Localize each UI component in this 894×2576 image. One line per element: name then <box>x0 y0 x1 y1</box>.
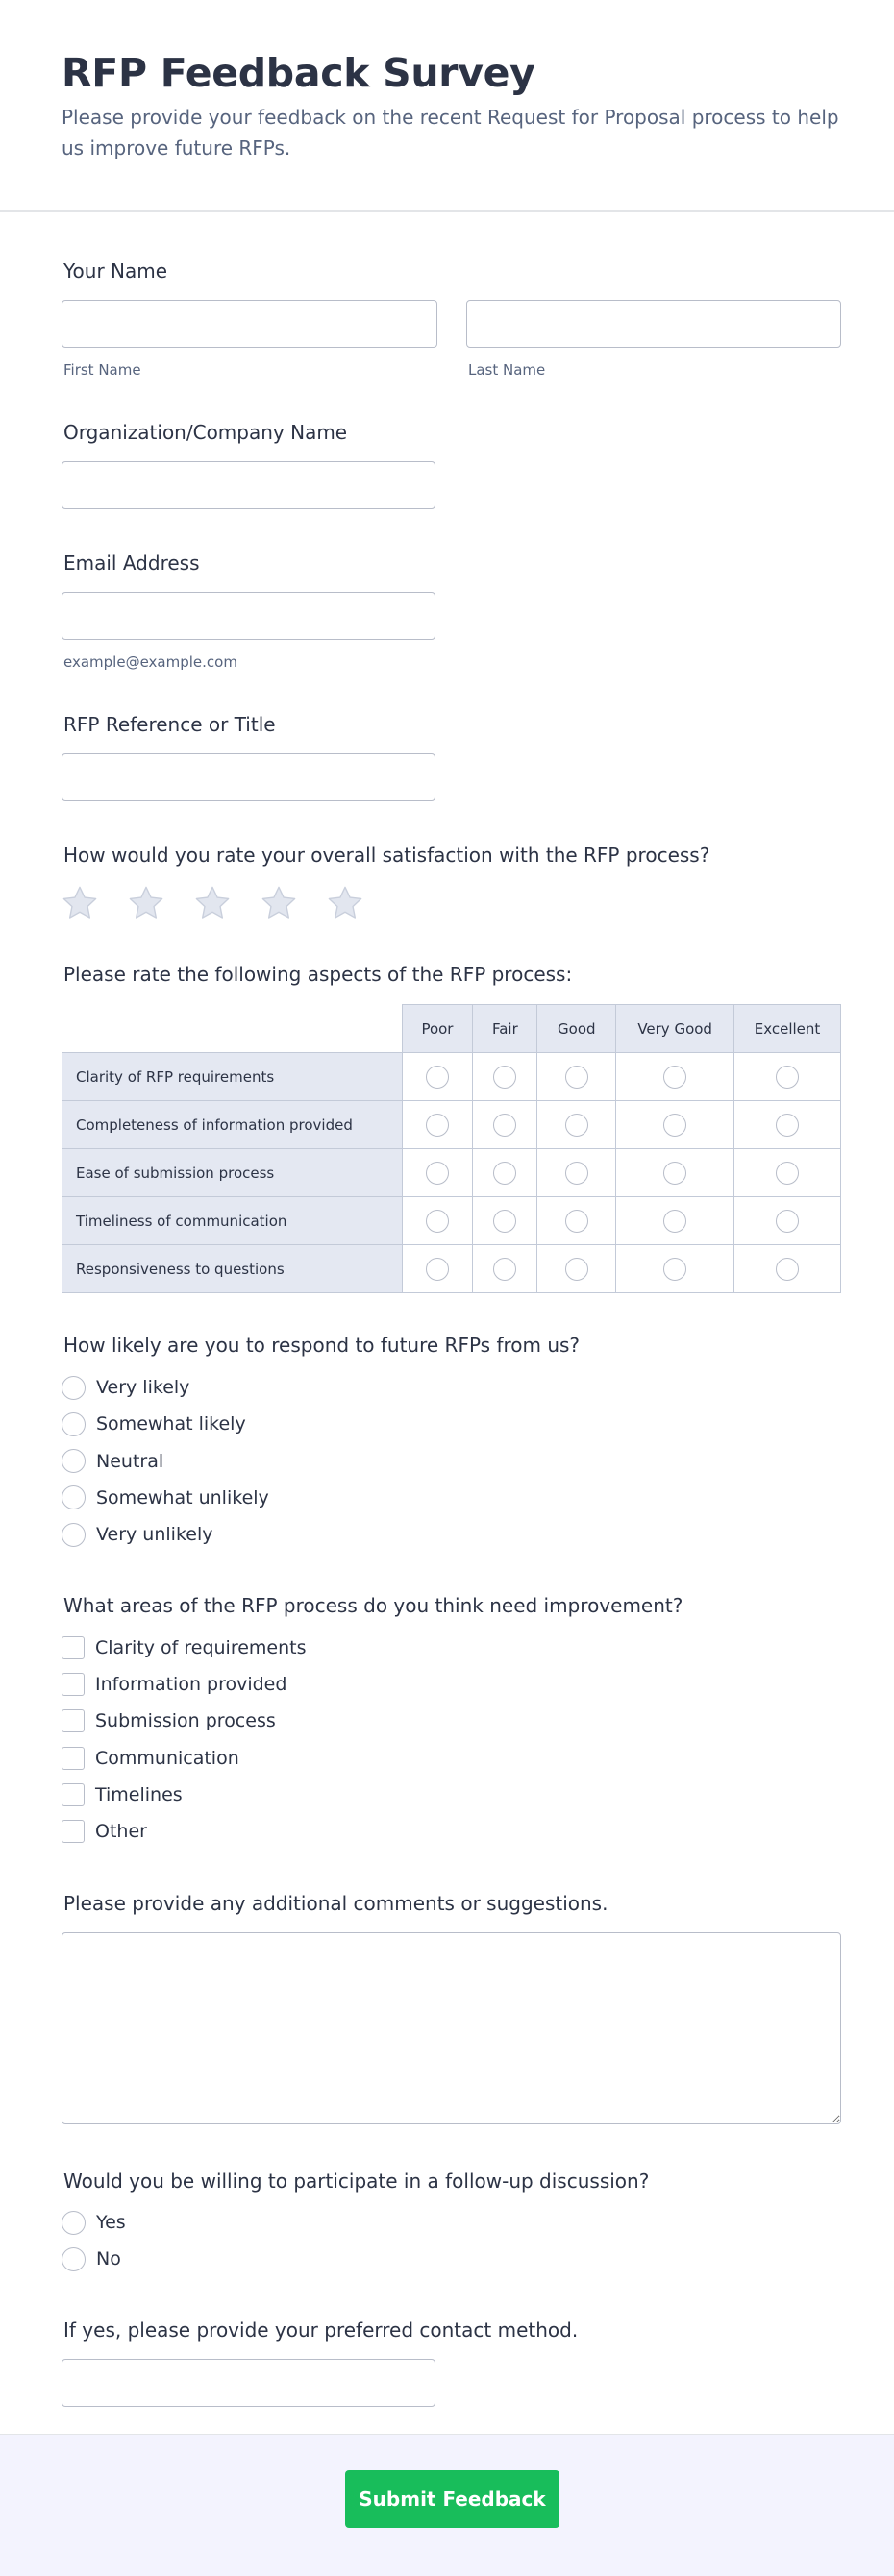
matrix-radio[interactable] <box>493 1162 516 1185</box>
contact-method-label: If yes, please provide your preferred contact method. <box>63 2318 579 2342</box>
aspects-label: Please rate the following aspects of the RFP process: <box>63 963 573 986</box>
improvement-option[interactable] <box>62 1671 286 1698</box>
matrix-cell <box>537 1053 616 1101</box>
followup-option[interactable] <box>62 2209 126 2236</box>
column-header: Excellent <box>734 1005 841 1053</box>
matrix-row <box>62 1053 841 1101</box>
matrix-cell <box>537 1149 616 1197</box>
matrix-radio[interactable] <box>663 1114 686 1137</box>
email-input[interactable] <box>62 592 435 640</box>
matrix-radio[interactable] <box>663 1210 686 1233</box>
matrix-radio[interactable] <box>565 1114 588 1137</box>
radio-button[interactable] <box>62 2247 86 2271</box>
organization-label: Organization/Company Name <box>63 421 348 444</box>
improvement-option[interactable] <box>62 1781 183 1808</box>
option-label: Neutral <box>96 1450 164 1472</box>
matrix-cell <box>616 1101 734 1149</box>
column-header: Very Good <box>616 1005 734 1053</box>
improvement-option[interactable] <box>62 1634 307 1661</box>
followup-option[interactable] <box>62 2245 121 2272</box>
checkbox[interactable] <box>62 1673 85 1696</box>
checkbox[interactable] <box>62 1636 85 1659</box>
matrix-corner <box>62 1005 403 1053</box>
matrix-radio[interactable] <box>493 1258 516 1281</box>
option-label: No <box>96 2248 121 2269</box>
organization-input[interactable] <box>62 461 435 509</box>
option-label: Yes <box>96 2212 126 2233</box>
option-label: Timelines <box>95 1783 183 1805</box>
matrix-cell <box>402 1101 473 1149</box>
matrix-radio[interactable] <box>565 1258 588 1281</box>
matrix-radio[interactable] <box>493 1066 516 1089</box>
star-icon[interactable] <box>259 883 299 923</box>
matrix-radio[interactable] <box>776 1210 799 1233</box>
likelihood-label: How likely are you to respond to future RFPs from us? <box>63 1334 581 1357</box>
star-icon[interactable] <box>192 883 233 923</box>
followup-label: Would you be willing to participate in a follow-up discussion? <box>63 2170 650 2193</box>
improvement-option[interactable] <box>62 1745 239 1772</box>
matrix-cell <box>734 1197 841 1245</box>
matrix-row <box>62 1149 841 1197</box>
matrix-cell <box>734 1149 841 1197</box>
matrix-radio[interactable] <box>426 1162 449 1185</box>
matrix-cell <box>402 1197 473 1245</box>
last-name-sublabel: Last Name <box>468 361 546 379</box>
matrix-cell <box>402 1053 473 1101</box>
column-header: Good <box>537 1005 616 1053</box>
star-icon[interactable] <box>325 883 365 923</box>
likelihood-option[interactable] <box>62 1411 246 1437</box>
matrix-cell <box>402 1149 473 1197</box>
rfp-reference-input[interactable] <box>62 753 435 801</box>
comments-textarea[interactable] <box>62 1932 841 2124</box>
matrix-cell <box>616 1149 734 1197</box>
form-description: Please provide your feedback on the recent Request for Proposal process to help us improve future RFPs. <box>62 106 839 159</box>
matrix-row-label: Responsiveness to questions <box>62 1245 403 1293</box>
matrix-radio[interactable] <box>426 1066 449 1089</box>
matrix-cell <box>537 1101 616 1149</box>
email-label: Email Address <box>63 552 200 575</box>
column-header: Fair <box>473 1005 537 1053</box>
improvement-option[interactable] <box>62 1818 147 1845</box>
matrix-row-label: Clarity of RFP requirements <box>62 1053 403 1101</box>
matrix-row-label: Completeness of information provided <box>62 1101 403 1149</box>
matrix-radio[interactable] <box>663 1258 686 1281</box>
matrix-cell <box>473 1245 537 1293</box>
matrix-radio[interactable] <box>426 1258 449 1281</box>
matrix-radio[interactable] <box>776 1258 799 1281</box>
matrix-radio[interactable] <box>776 1162 799 1185</box>
matrix-cell <box>616 1245 734 1293</box>
matrix-radio[interactable] <box>565 1210 588 1233</box>
star-icon[interactable] <box>126 883 166 923</box>
matrix-cell <box>734 1245 841 1293</box>
matrix-radio[interactable] <box>426 1210 449 1233</box>
star-icon[interactable] <box>60 883 100 923</box>
likelihood-option[interactable] <box>62 1448 163 1475</box>
option-label: Other <box>95 1821 147 1842</box>
improvement-label: What areas of the RFP process do you think need improvement? <box>63 1594 683 1617</box>
matrix-row <box>62 1197 841 1245</box>
checkbox[interactable] <box>62 1747 85 1770</box>
matrix-cell <box>734 1053 841 1101</box>
radio-button[interactable] <box>62 1376 86 1400</box>
matrix-cell <box>734 1101 841 1149</box>
matrix-cell <box>616 1197 734 1245</box>
matrix-radio[interactable] <box>776 1114 799 1137</box>
matrix-radio[interactable] <box>493 1210 516 1233</box>
matrix-radio[interactable] <box>565 1162 588 1185</box>
first-name-sublabel: First Name <box>63 361 141 379</box>
matrix-cell <box>402 1245 473 1293</box>
page-title: RFP Feedback Survey <box>62 50 535 96</box>
option-label: Somewhat likely <box>96 1413 246 1435</box>
matrix-radio[interactable] <box>565 1066 588 1089</box>
checkbox[interactable] <box>62 1783 85 1806</box>
matrix-cell <box>473 1053 537 1101</box>
matrix-radio[interactable] <box>663 1066 686 1089</box>
matrix-row <box>62 1101 841 1149</box>
matrix-row <box>62 1245 841 1293</box>
aspects-matrix <box>62 1004 841 1293</box>
radio-button[interactable] <box>62 2211 86 2235</box>
likelihood-option[interactable] <box>62 1521 213 1548</box>
matrix-cell <box>537 1197 616 1245</box>
checkbox[interactable] <box>62 1820 85 1843</box>
likelihood-option[interactable] <box>62 1484 269 1511</box>
radio-button[interactable] <box>62 1485 86 1509</box>
email-sublabel: example@example.com <box>63 653 237 671</box>
matrix-cell <box>473 1101 537 1149</box>
comments-label: Please provide any additional comments or suggestions. <box>63 1892 608 1915</box>
matrix-cell <box>473 1149 537 1197</box>
column-header: Poor <box>402 1005 473 1053</box>
name-label: Your Name <box>63 259 168 282</box>
option-label: Information provided <box>95 1674 287 1696</box>
option-label: Very likely <box>96 1377 190 1398</box>
matrix-radio[interactable] <box>776 1066 799 1089</box>
checkbox[interactable] <box>62 1709 85 1732</box>
option-label: Clarity of requirements <box>95 1637 307 1658</box>
option-label: Submission process <box>95 1710 276 1732</box>
matrix-header-row <box>62 1005 841 1053</box>
matrix-cell <box>616 1053 734 1101</box>
first-name-input[interactable] <box>62 300 437 348</box>
radio-button[interactable] <box>62 1412 86 1436</box>
last-name-input[interactable] <box>466 300 841 348</box>
matrix-cell <box>537 1245 616 1293</box>
matrix-radio[interactable] <box>663 1162 686 1185</box>
option-label: Very unlikely <box>96 1524 213 1545</box>
matrix-row-label: Timeliness of communication <box>62 1197 403 1245</box>
option-label: Somewhat unlikely <box>96 1486 269 1509</box>
rfp-reference-label: RFP Reference or Title <box>63 713 276 736</box>
matrix-row-label: Ease of submission process <box>62 1149 403 1197</box>
option-label: Communication <box>95 1747 239 1769</box>
submit-button[interactable]: Submit Feedback <box>345 2470 559 2528</box>
radio-button[interactable] <box>62 1523 86 1547</box>
form-header <box>0 0 894 212</box>
matrix-cell <box>473 1197 537 1245</box>
matrix-radio[interactable] <box>426 1114 449 1137</box>
matrix-radio[interactable] <box>493 1114 516 1137</box>
contact-method-input[interactable] <box>62 2359 435 2407</box>
satisfaction-label: How would you rate your overall satisfaction with the RFP process? <box>63 844 710 867</box>
radio-button[interactable] <box>62 1449 86 1473</box>
likelihood-option[interactable] <box>62 1374 189 1401</box>
improvement-option[interactable] <box>62 1707 276 1734</box>
